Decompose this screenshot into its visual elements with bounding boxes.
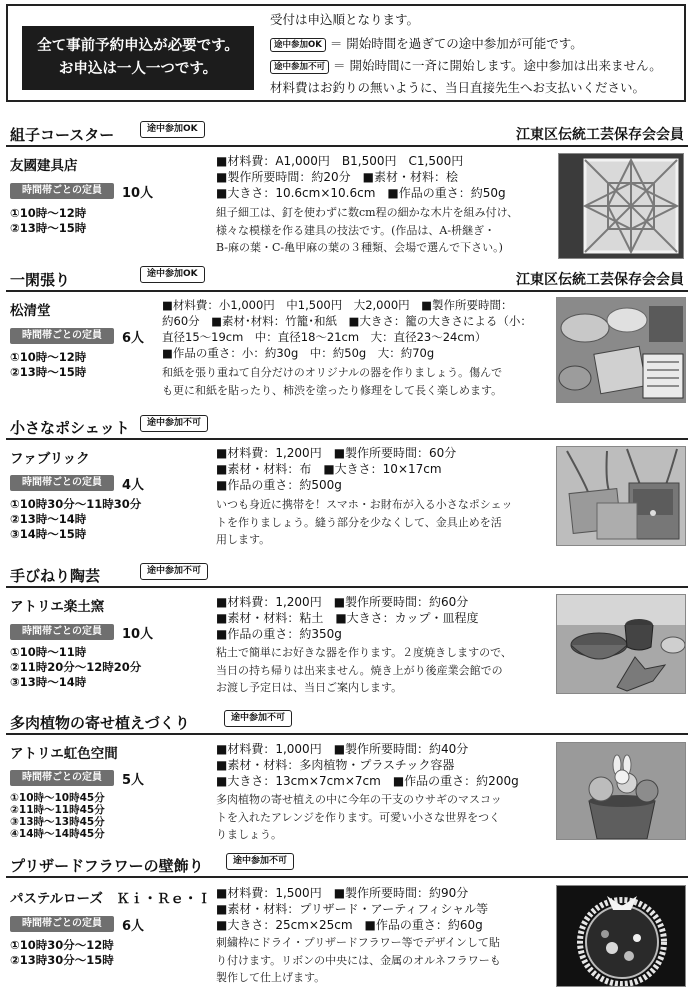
detail-line: ■大きさ：13cm×7cm×7cm ■作品の重さ：約200g bbox=[216, 774, 519, 788]
join-status-badge: 途中参加不可 bbox=[226, 853, 294, 870]
section-organizer: 江東区伝統工芸保存会会員 bbox=[516, 272, 684, 288]
detail-line: ■材料費：1,500円 ■製作所要時間：約90分 bbox=[216, 886, 469, 900]
section-title: 手びねり陶芸 bbox=[10, 567, 101, 585]
description-line: B-麻の葉・C-亀甲麻の葉の３種類、会場で選んで下さい。) bbox=[216, 241, 503, 254]
time-slot: ②11時20分～12時20分 bbox=[10, 660, 142, 674]
description-line: トを作りましょう。縫う部分を少なくして、金具止めを活 bbox=[216, 515, 502, 529]
section-title: 一閑張り bbox=[10, 271, 71, 289]
time-slots bbox=[10, 792, 105, 840]
capacity-value: 6人 bbox=[122, 919, 145, 934]
section-divider bbox=[6, 438, 688, 440]
vendor-name: アトリエ虹色空間 bbox=[10, 746, 118, 762]
detail-line: ■素材・材料：布 ■大きさ：10×17cm bbox=[216, 462, 442, 476]
detail-line: ■材料費：1,200円 ■製作所要時間：約60分 bbox=[216, 595, 469, 609]
description-line: 多肉植物の寄せ植えの中に今年の干支のウサギのマスコッ bbox=[216, 793, 502, 806]
vendor-name: 友國建具店 bbox=[10, 158, 78, 174]
time-slots bbox=[10, 645, 141, 690]
header-line-3 bbox=[270, 58, 662, 74]
detail-line: ■大きさ：25cm×25cm ■作品の重さ：約60g bbox=[216, 918, 483, 932]
time-slot: ②13時30分～15時 bbox=[10, 953, 114, 967]
pottery-photo bbox=[556, 594, 686, 694]
detail-line: ■素材・材料：粘土 ■大きさ：カップ・皿程度 bbox=[216, 611, 479, 625]
time-slot: ①10時～12時 bbox=[10, 350, 87, 364]
section-title: 小さなポシェット bbox=[10, 419, 130, 437]
description-line: お渡し予定日は、当日ご案内します。 bbox=[216, 681, 403, 694]
description-line: 刺繍枠にドライ・プリザードフラワー等でデザインして貼 bbox=[216, 936, 500, 949]
ikkanbari-photo bbox=[556, 297, 686, 403]
vendor-name: アトリエ楽土窯 bbox=[10, 599, 105, 615]
description-line: 用します。 bbox=[216, 533, 271, 546]
detail-line: 約60分 ■素材･材料：竹籠･和紙 ■大きさ：籠の大きさによる（小： bbox=[162, 314, 532, 328]
workshop-description bbox=[216, 934, 501, 987]
detail-line: ■材料費：1,000円 ■製作所要時間：約40分 bbox=[216, 742, 469, 756]
description-line: も更に和紙を貼ったり、柿渋を塗ったり修理をして長く楽しめます。 bbox=[162, 383, 503, 397]
capacity-value: 6人 bbox=[122, 331, 145, 346]
time-slot: ③13時～13時45分 bbox=[10, 816, 105, 828]
workshop-details bbox=[216, 741, 519, 789]
capacity-value: 5人 bbox=[122, 773, 145, 788]
section-divider bbox=[6, 733, 688, 735]
capacity-tag: 時間帯ごとの定員 bbox=[10, 770, 114, 786]
time-slots bbox=[10, 350, 86, 380]
workshop-description bbox=[216, 644, 512, 697]
detail-line: ■作品の重さ：小：約30g 中：約50g 大：約70g bbox=[162, 346, 435, 360]
vendor-name: ファブリック bbox=[10, 451, 90, 467]
description-line: 製作して仕上げます。 bbox=[216, 971, 326, 984]
description-line: いつも身近に携帯を！スマホ・お財布が入る小さなポシェッ bbox=[216, 498, 513, 511]
section-title: プリザードフラワーの壁飾り bbox=[10, 857, 204, 875]
workshop-details bbox=[216, 445, 456, 493]
capacity-tag: 時間帯ごとの定員 bbox=[10, 916, 114, 932]
time-slot: ①10時～12時 bbox=[10, 206, 87, 220]
capacity-tag: 時間帯ごとの定員 bbox=[10, 624, 114, 640]
workshop-details bbox=[216, 594, 479, 642]
badge-join-ng-legend: 途中参加不可 bbox=[270, 60, 329, 74]
time-slot: ①10時～11時 bbox=[10, 645, 87, 659]
description-line: 当日の持ち帰りは出来ません。焼き上がり後産業会館での bbox=[216, 663, 503, 677]
detail-line: 直径15～19cm 中：直径18～21cm 大：直径23～24cm） bbox=[162, 330, 487, 344]
pochette-photo bbox=[556, 446, 686, 546]
capacity-value: 10人 bbox=[122, 627, 154, 642]
capacity-tag: 時間帯ごとの定員 bbox=[10, 328, 114, 344]
section-title: 組子コースター bbox=[10, 126, 115, 144]
detail-line: ■材料費：小1,000円 中1,500円 大2,000円 ■製作所要時間： bbox=[162, 298, 513, 312]
workshop-details bbox=[216, 153, 506, 201]
join-status-badge: 途中参加OK bbox=[140, 266, 205, 283]
join-status-badge: 途中参加OK bbox=[140, 121, 205, 138]
section-divider bbox=[6, 586, 688, 588]
time-slot: ②13時～14時 bbox=[10, 512, 87, 526]
description-line: 粘土で簡単にお好きな器を作ります。２度焼きしますので、 bbox=[216, 646, 512, 659]
section-divider bbox=[6, 876, 688, 878]
time-slots bbox=[10, 938, 114, 968]
workshop-description bbox=[216, 496, 513, 549]
time-slot: ②11時～11時45分 bbox=[10, 804, 105, 816]
time-slot: ③13時～14時 bbox=[10, 675, 87, 689]
join-status-badge: 途中参加不可 bbox=[224, 710, 292, 727]
vendor-name: 松清堂 bbox=[10, 303, 51, 319]
time-slot: ①10時30分～11時30分 bbox=[10, 497, 142, 511]
capacity-tag: 時間帯ごとの定員 bbox=[10, 475, 114, 491]
preserved-flower-photo bbox=[556, 885, 686, 987]
time-slot: ①10時30分～12時 bbox=[10, 938, 114, 952]
header-line-2 bbox=[270, 36, 583, 52]
workshop-details bbox=[216, 885, 488, 933]
succulent-photo bbox=[556, 742, 686, 840]
section-organizer: 江東区伝統工芸保存会会員 bbox=[516, 127, 684, 143]
time-slot: ④14時～14時45分 bbox=[10, 828, 105, 840]
detail-line: ■材料費：A1,000円 B1,500円 C1,500円 bbox=[216, 154, 464, 168]
time-slot: ③14時～15時 bbox=[10, 527, 87, 541]
time-slots bbox=[10, 206, 86, 236]
time-slot: ②13時～15時 bbox=[10, 365, 87, 379]
workshop-description bbox=[162, 364, 502, 399]
description-line: り付けます。リボンの中央には、金属のオルネフラワーも bbox=[216, 953, 501, 967]
detail-line: ■材料費：1,200円 ■製作所要時間：60分 bbox=[216, 446, 457, 460]
header-line-2-text: ＝ 開始時間を過ぎての途中参加が可能です。 bbox=[329, 36, 583, 51]
description-line: りましょう。 bbox=[216, 828, 282, 841]
capacity-value: 4人 bbox=[122, 478, 145, 493]
time-slot: ②13時～15時 bbox=[10, 221, 87, 235]
join-status-badge: 途中参加不可 bbox=[140, 563, 208, 580]
section-divider bbox=[6, 290, 688, 292]
reservation-notice bbox=[22, 26, 254, 90]
capacity-tag: 時間帯ごとの定員 bbox=[10, 183, 114, 199]
detail-line: ■素材・材料：多肉植物・プラスチック容器 bbox=[216, 758, 455, 772]
detail-line: ■大きさ：10.6cm×10.6cm ■作品の重さ：約50g bbox=[216, 186, 506, 200]
join-status-badge: 途中参加不可 bbox=[140, 415, 208, 432]
section-divider bbox=[6, 145, 688, 147]
header-line-1: 受付は申込順となります。 bbox=[270, 12, 420, 27]
section-title: 多肉植物の寄せ植えづくり bbox=[10, 714, 190, 732]
notice-line-1: 全て事前予約申込が必要です。 bbox=[37, 38, 239, 54]
detail-line: ■作品の重さ：約500g bbox=[216, 478, 342, 492]
detail-line: ■作品の重さ：約350g bbox=[216, 627, 342, 641]
header-line-3-text: ＝ 開始時間に一斉に開始します。途中参加は出来ません。 bbox=[333, 58, 662, 73]
description-line: 和紙を張り重ねて自分だけのオリジナルの器を作りましょう。傷んで bbox=[162, 366, 503, 379]
notice-line-2: お申込は一人一つです。 bbox=[58, 61, 218, 77]
vendor-name: パステルローズ Ｋｉ・Ｒｅ・Ｉ bbox=[10, 891, 211, 907]
workshop-description bbox=[216, 204, 518, 257]
detail-line: ■素材・材料：プリザード・アーティフィシャル等 bbox=[216, 902, 489, 916]
notice-header bbox=[6, 4, 686, 102]
time-slot: ①10時～10時45分 bbox=[10, 792, 105, 804]
badge-join-ok-legend: 途中参加OK bbox=[270, 38, 326, 52]
description-line: 組子細工は、釘を使わずに数cm程の細かな木片を組み付け、 bbox=[216, 206, 519, 219]
kumiko-coaster-photo bbox=[558, 153, 684, 259]
detail-line: ■製作所要時間：約20分 ■素材・材料：桧 bbox=[216, 170, 458, 184]
description-line: 様々な模様を作る建具の技法です。(作品は、A-枡継ぎ・ bbox=[216, 223, 496, 237]
header-line-4: 材料費はお釣りの無いように、当日直接先生へお支払いください。 bbox=[270, 80, 646, 95]
workshop-details bbox=[162, 297, 532, 361]
time-slots bbox=[10, 497, 141, 542]
description-line: トを入れたアレンジを作ります。可愛い小さな世界をつく bbox=[216, 810, 501, 824]
workshop-description bbox=[216, 791, 502, 844]
capacity-value: 10人 bbox=[122, 186, 154, 201]
